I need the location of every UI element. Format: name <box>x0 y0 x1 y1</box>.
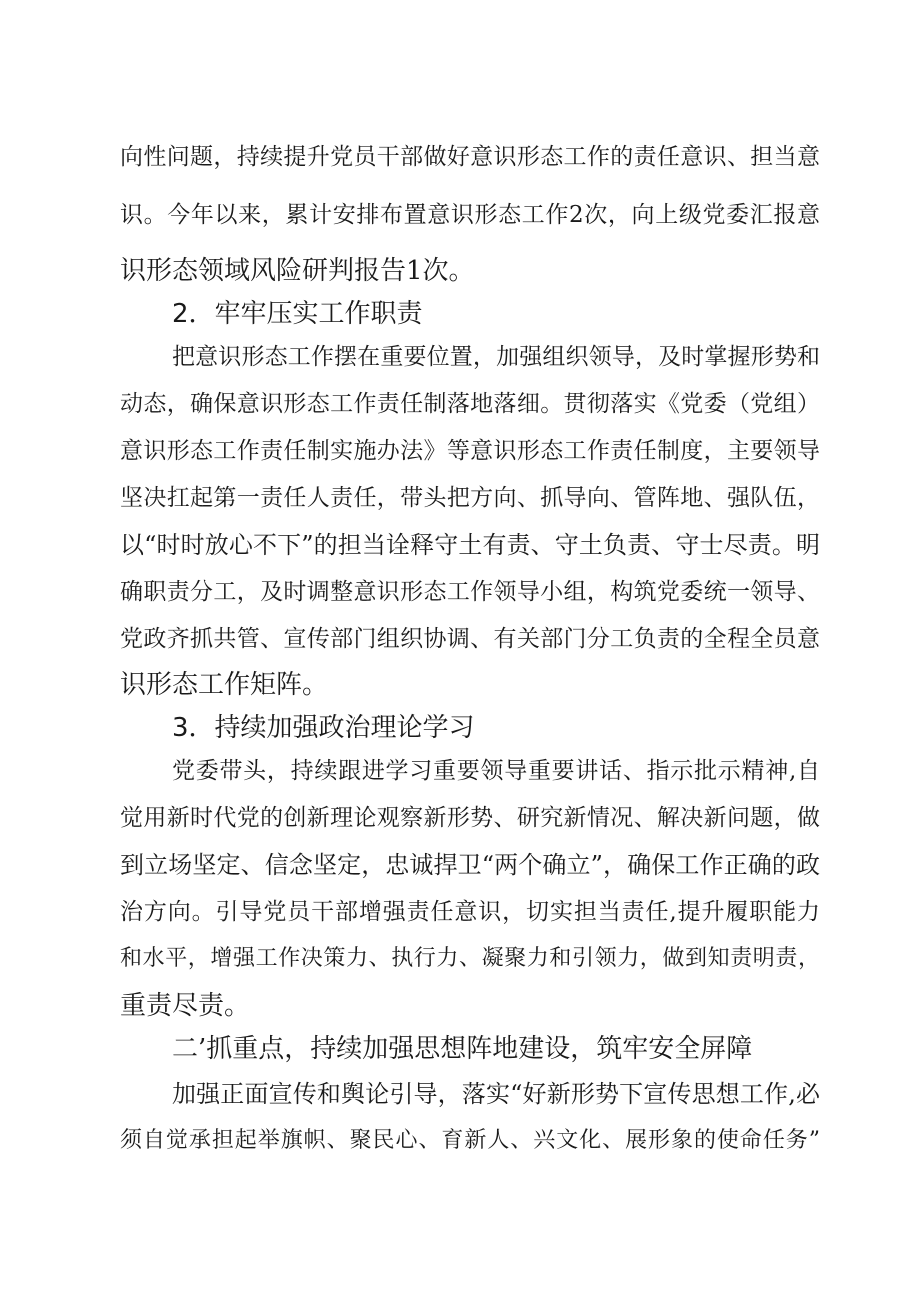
body-text-line: 党政齐抓共管、宣传部门组织协调、有关部门分工负责的全程全员意 <box>120 626 820 652</box>
subsection-heading-3: 3．持续加强政治理论学习 <box>172 713 475 743</box>
body-text-line: 确职责分工，及时调整意识形态工作领导小组，构筑党委统一领导、 <box>120 579 820 605</box>
subsection-heading-2: 2．牢牢压实工作职责 <box>172 299 423 329</box>
body-text-line: 须自觉承担起举旗帜、聚民心、育新人、兴文化、展形象的使命任务” <box>120 1128 820 1153</box>
body-text-line: 重责尽责。 <box>120 991 251 1021</box>
body-text-line: 识形态领域风险研判报告1次。 <box>120 256 475 286</box>
body-text-line: 向性问题，持续提升党员干部做好意识形态工作的责任意识、担当意 <box>120 144 820 170</box>
body-text-line: 加强正面宣传和舆论引导，落实“好新形势下宣传思想工作,必 <box>172 1080 820 1108</box>
body-text-line: 治方向。引导党员干部增强责任意识，切实担当责任,提升履职能力 <box>120 899 820 925</box>
body-text-line: 党委带头，持续跟进学习重要领导重要讲话、指示批示精神,自 <box>172 758 820 784</box>
body-text-line: 识。今年以来，累计安排布置意识形态工作2次，向上级党委汇报意 <box>120 202 820 228</box>
body-text-line: 以“时时放心不下”的担当诠释守土有责、守土负责、守士尽责。明 <box>120 531 820 559</box>
body-text-line: 坚决扛起第一责任人责任，带头把方向、抓导向、管阵地、强队伍， <box>120 485 820 511</box>
body-text-line: 意识形态工作责任制实施办法》等意识形态工作责任制度，主要领导 <box>120 438 820 464</box>
body-text-line: 识形态工作矩阵。 <box>120 670 329 700</box>
body-text-line: 和水平，增强工作决策力、执行力、凝聚力和引领力，做到知责明责， <box>120 946 820 971</box>
section-heading-2: 二’抓重点，持续加强思想阵地建设，筑牢安全屏障 <box>172 1034 753 1064</box>
body-text-line: 把意识形态工作摆在重要位置，加强组织领导，及时掌握形势和 <box>172 344 820 370</box>
body-text-line: 动态，确保意识形态工作责任制落地落细。贯彻落实《党委（党组） <box>120 391 820 417</box>
body-text-line: 觉用新时代党的创新理论观察新形势、研究新情况、解决新问题，做 <box>120 805 820 831</box>
body-text-line: 到立场坚定、信念坚定，忠诚捍卫“两个确立”，确保工作正确的政 <box>120 851 820 879</box>
